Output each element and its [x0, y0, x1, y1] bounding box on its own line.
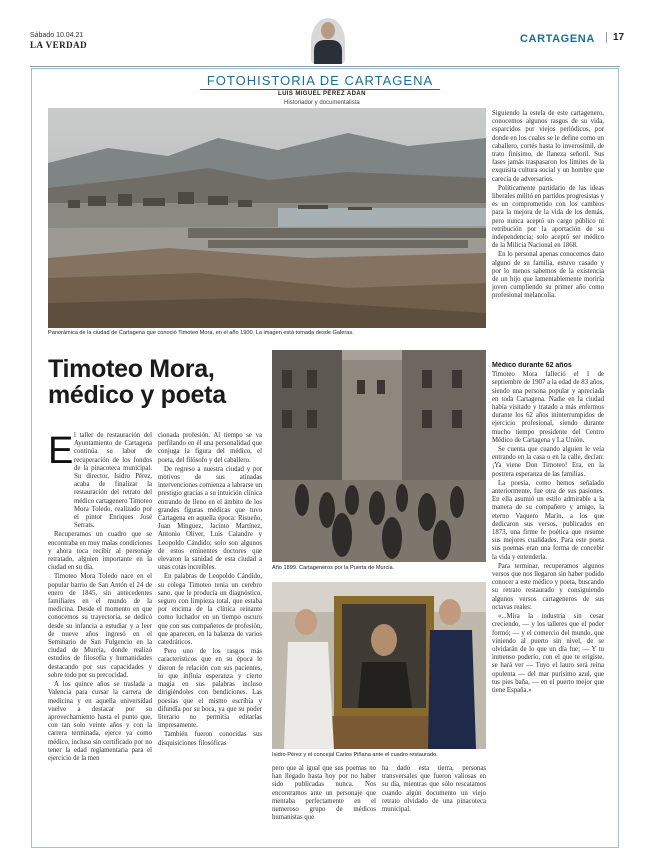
street-caption: Año 1899. Cartageneros por la Puerta de Murcia.	[272, 565, 395, 571]
paragraph: A los quince años se traslada a Valencia para cursar la carrera de medicina y en aquella universidad vuelve a destacar por su aprovechamiento hasta el punto que, con tan solo veinte años y con la carrera terminada, ejerce ya como médico, incluso sin certificado por no tener la edad reglamentaria para el ejercicio de la men	[48, 681, 152, 762]
body-column-5-bottom	[492, 362, 604, 838]
article-kicker: FOTOHISTORIA DE CARTAGENA	[206, 73, 434, 88]
paragraph: Siguiendo la estela de este cartagenero, conocemos algunos rasgos de su vida, esparcidos por viejos periódicos, por donde en los cuales se le define como un caballero, cortés hasta lo inverosímil, de trato finísimo, de llaneza señoril. Sus fases jamás traspasaron los límites de la exquisita cultura social y un hombre que carecía de adversarios.	[492, 110, 604, 183]
author-avatar	[311, 18, 345, 64]
street-photo	[272, 350, 486, 562]
article-author: LUIS MIGUEL PÉREZ ADÁN	[278, 91, 366, 97]
paragraph: Se cuenta que cuando alguien le veía entrando en la casa o en la calle, decían: ¡Ya viene Don Timoteo! Era, en la postrera esperanza de las familias.	[492, 446, 604, 478]
article-subhead: Médico durante 62 años	[492, 362, 572, 369]
author-role: Historiador y documentalista	[284, 100, 360, 106]
lead-paragraph: l taller de restauración del Ayuntamiento de Cartagena continúa su labor de recuperación de los fondos de la pinacoteca municipal. Su director, Isidro Pérez, acaba de finalizar la restauración del retrato del médico cartagenero Timoteo Mora Toledo, realizado por el pintor Enriques José Serrats.	[74, 432, 152, 530]
paragraph: Políticamente partidario de las ideas liberales militó en partidos progresistas y es un comprometido con los cambios para la mejora de la vida de los demás, pero nunca aceptó un cargo público ni retribución por la aportación de su independencia; solo aceptó ser médico de la Milicia Nacional en 1868.	[492, 184, 604, 250]
panorama-caption: Panorámica de la ciudad de Cartagena que conoció Timoteo Mora, en el año 1900. La imagen está tomada desde Galeras.	[48, 330, 354, 336]
newspaper-name: LA VERDAD	[30, 40, 88, 50]
restoration-caption: Isidro Pérez y el concejal Carlos Piñana ante el cuadro restaurado.	[272, 752, 438, 758]
restoration-photo	[272, 582, 486, 749]
masthead-divider	[30, 66, 620, 67]
paragraph: La poesía, como hemos señalado anteriormente, fue otra de sus pasiones. En ella asumió un estilo admirable a la manera de su compañero y amigo, la eterno Vaquero Marín, a los que dedicaron sus versos, publicados en 1873, una firme fe poética que resume sus mejores cualidades. Para este poeta sus poemas eran una forma de concebir la vida y entenderla.	[492, 479, 604, 561]
paragraph: cionada profesión. Al tiempo se va perfilando en él una personalidad que conjuga la figura del médico, el poeta, del filósofo y del caballero.	[158, 432, 262, 464]
section-title: CARTAGENA	[520, 33, 595, 45]
body-column-3	[272, 765, 376, 838]
headline-line-2: médico y poeta	[48, 381, 226, 409]
paragraph: En palabras de Leopoldo Cándido, su colega Timoteo tenía un cerebro sano, que le producía un diagnóstico, seguro con limpieza total, que estaba por encima de la clínica reinante como luchador en un tiempo oscuro que con sus compañeros de profesión, que aparecen, en la balanza de varios catedráticos.	[158, 573, 262, 647]
body-column-1	[48, 432, 152, 838]
paragraph: También fueron conocidas sus disquisiciones filosóficas	[158, 731, 262, 747]
paragraph: De regreso a nuestra ciudad y por motivos de sus atinadas intervenciones comienza a labrarse un prestigio gracias a su intuición clínica entrando de lleno en el ámbito de los grandes figuras médicas que tuvo Cartagena en aquella época: Risueño, Juan Minguez, Jacinto Martínez, Antonio Oliver, Luis Calandre y Leopoldo Cándido; solo son algunos de estos eminentes doctores que elevaron la sanidad de esta ciudad a unas cotas increíbles.	[158, 465, 262, 572]
paragraph: Pero uno de los rasgos más característicos que en su época le dieron fe relación con sus pacientes, lo que influía esperanza y cierto magia en sus palabras incluso dirigiéndoles con bendiciones. Las poesías que el mismo escribía y difundía por su boca, ya que su poder literario no permitía editarlas impresamente.	[158, 648, 262, 730]
panorama-photo	[48, 108, 486, 328]
headline-line-1: Timoteo Mora,	[48, 355, 215, 383]
paragraph: pero que al igual que sus poemas no han llegado hasta hoy por no haber sido publicadas nunca. Nos encontramos ante un personaje que mentaba perfectamente en el numeroso grupo de médicos humanistas que	[272, 765, 376, 822]
page-number: 17	[606, 32, 624, 43]
article-headline	[48, 356, 268, 408]
paragraph: ha dado esta tierra, personas transversales que fueron valiosas en su día, mientras que sólo rescatamos cuando algún documento un viejo retrato olvidado de una pinacoteca municipal.	[382, 765, 486, 814]
paragraph: Para terminar, recuperamos algunos versos que nos llegaron sin haber podido conocer a este médico y poeta, buscando su retrato restaurado y consiguiendo algunos versos cartageneros de sus octavas reales:	[492, 562, 604, 611]
drop-cap: E	[48, 430, 74, 472]
body-column-5-top	[492, 110, 604, 350]
poem-quote: «...Mira la industria sin cesar creciendo, — y los talleres que el poder formó; — y el comercio del mundo, que viniendo al puerto sin nivel, de se olvidarán de lo que un día fue; — Y tu inmenso poderío, con el que te erigiste, se hará ver — Tuyo el lauro será reina opulenta — del mar purísimo azul, que tus pies baña, — en el puerto mejor que tiene España.»	[492, 613, 604, 694]
paragraph: En lo personal apenas conocemos dato alguno de su familia, estuvo casado y por lo menos sabemos de la existencia de un hijo que lamentablemente moriría joven cumpliendo su primer año como profesional melancolía.	[492, 251, 604, 300]
paragraph: Timoteo Mora Toledo nace en el popular barrio de San Antón el 24 de enero de 1845, sin antecedentes familiares en el mundo de la medicina. Desde el momento en que conocemos su trayectoria, se dedicó desde su infancia a estudiar y a leer de nueve años ingresó en el Seminario de San Fulgencio en la ciudad de Murcia, donde realizó estudios de filosofía y humanidades destacando por sus capacidades y sobre todo por su precocidad.	[48, 573, 152, 679]
body-column-4	[382, 765, 486, 838]
paragraph: Recuperamos un cuadro que se encontraba en muy malas condiciones y ahora toca recibir al personaje retratado, alguien importante en la ciudad en su día.	[48, 531, 152, 572]
body-column-2	[158, 432, 262, 838]
kicker-underline	[200, 89, 440, 90]
issue-date: Sábado 10.04.21	[30, 32, 84, 39]
paragraph: Timoteo Mora falleció el 1 de septiembre de 1907 a la edad de 83 años, siendo una persona popular y apreciada en toda Cartagena. Nadie en la ciudad había visitado y tratado a más enfermos durante los 62 años ininterrumpidos de ejercicio profesional, siendo durante mucho tiempo presidente del Centro Médico de Cartagena y La Unión.	[492, 371, 604, 444]
